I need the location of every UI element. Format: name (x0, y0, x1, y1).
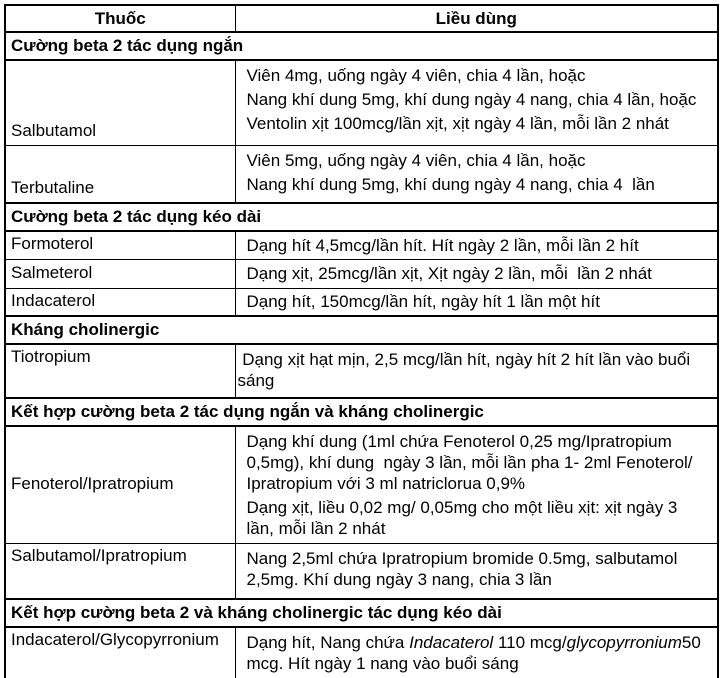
drug-dosage-table (4, 4, 719, 678)
drug-row-salbutamol-ipratropium (5, 544, 718, 599)
section-title: Cường beta 2 tác dụng kéo dài (5, 203, 718, 231)
drug-name: Fenoterol/Ipratropium (5, 426, 235, 544)
section-row-beta2-long (5, 203, 718, 231)
drug-row-indacaterol (5, 288, 718, 316)
dose-text-segment: 110 mcg/ (493, 632, 567, 652)
drug-row-salbutamol (5, 60, 718, 145)
drug-name: Formoterol (5, 231, 235, 259)
column-header-drug: Thuốc (5, 5, 235, 32)
drug-row-tiotropium (5, 344, 718, 398)
dose-line: Dạng xịt hạt mịn, 2,5 mcg/lần hít, ngày hít 2 hít lần vào buổi sáng (237, 350, 695, 390)
dose-line: Nang khí dung 5mg, khí dung ngày 4 nang, chia 4 lần, hoặc (246, 90, 697, 109)
section-title: Kháng cholinergic (5, 316, 718, 344)
drug-name: Terbutaline (5, 145, 235, 203)
drug-name: Salmeterol (5, 259, 235, 288)
drug-row-indacaterol-glycopyrronium (5, 627, 718, 678)
dose-cell (235, 344, 718, 398)
drug-name: Salbutamol/Ipratropium (5, 544, 235, 599)
section-title: Kết hợp cường beta 2 tác dụng ngắn và kháng cholinergic (5, 398, 718, 426)
dose-line: Dạng hít, 150mcg/lần hít, ngày hít 1 lần một hít (246, 292, 600, 312)
dose-cell (235, 544, 718, 599)
dose-text-segment: Dạng hít, Nang chứa (246, 632, 410, 652)
dose-line: Viên 5mg, uống ngày 4 viên, chia 4 lần, hoặc (246, 150, 586, 170)
dose-cell (235, 231, 718, 259)
drug-row-fenoterol-ipratropium (5, 426, 718, 544)
dose-line: Viên 4mg, uống ngày 4 viên, chia 4 lần, hoặc (246, 66, 586, 85)
section-row-beta2-short (5, 32, 718, 60)
section-row-anticholinergic (5, 316, 718, 344)
section-row-combo-short (5, 398, 718, 426)
table-header-row (5, 5, 718, 32)
dose-text-italic: Indacaterol (409, 632, 494, 652)
dose-line: Dạng hít 4,5mcg/lần hít. Hít ngày 2 lần, mỗi lần 2 hít (246, 235, 639, 255)
section-row-combo-long (5, 599, 718, 627)
section-title: Cường beta 2 tác dụng ngắn (5, 32, 718, 60)
dose-cell (235, 60, 718, 145)
dose-line: Dạng xịt, liều 0,02 mg/ 0,05mg cho một liều xịt: xịt ngày 3 lần, mỗi lần 2 nhát (246, 498, 683, 538)
drug-name: Indacaterol (5, 288, 235, 316)
dose-cell (235, 426, 718, 544)
drug-row-salmeterol (5, 259, 718, 288)
drug-name: Salbutamol (5, 60, 235, 145)
dose-cell (235, 627, 718, 678)
dose-line (247, 632, 710, 674)
dose-text-italic: glycopyrronium (566, 632, 682, 652)
drug-name: Tiotropium (5, 344, 235, 398)
dose-cell (235, 145, 718, 203)
dose-cell (235, 259, 718, 288)
column-header-dose: Liều dùng (235, 5, 718, 32)
dose-line: Dạng xịt, 25mcg/lần xịt, Xịt ngày 2 lần, mỗi lần 2 nhát (246, 264, 652, 283)
dose-cell (235, 288, 718, 316)
dose-line: Dạng khí dung (1ml chứa Fenoterol 0,25 mg/Ipratropium 0,5mg), khí dung ngày 3 lần, mỗi lần pha 1- 2ml Fenoterol/ Ipratropium với 3 ml natriclorua 0,9% (246, 432, 698, 493)
drug-name: Indacaterol/Glycopyrronium (5, 627, 235, 678)
drug-row-formoterol (5, 231, 718, 259)
dose-line: Ventolin xịt 100mcg/lần xịt, xịt ngày 4 lần, mỗi lần 2 nhát (246, 114, 669, 133)
dose-text-segment: 50 mcg. Hít ngày 1 nang vào buổi sáng (246, 632, 706, 673)
section-title: Kết hợp cường beta 2 và kháng cholinergic tác dụng kéo dài (5, 599, 718, 627)
drug-row-terbutaline (5, 145, 718, 203)
dose-line: Nang 2,5ml chứa Ipratropium bromide 0.5mg, salbutamol 2,5mg. Khí dung ngày 3 nang, chia 3 lần (246, 549, 683, 589)
dose-line: Nang khí dung 5mg, khí dung ngày 4 nang, chia 4 lần (246, 174, 655, 194)
